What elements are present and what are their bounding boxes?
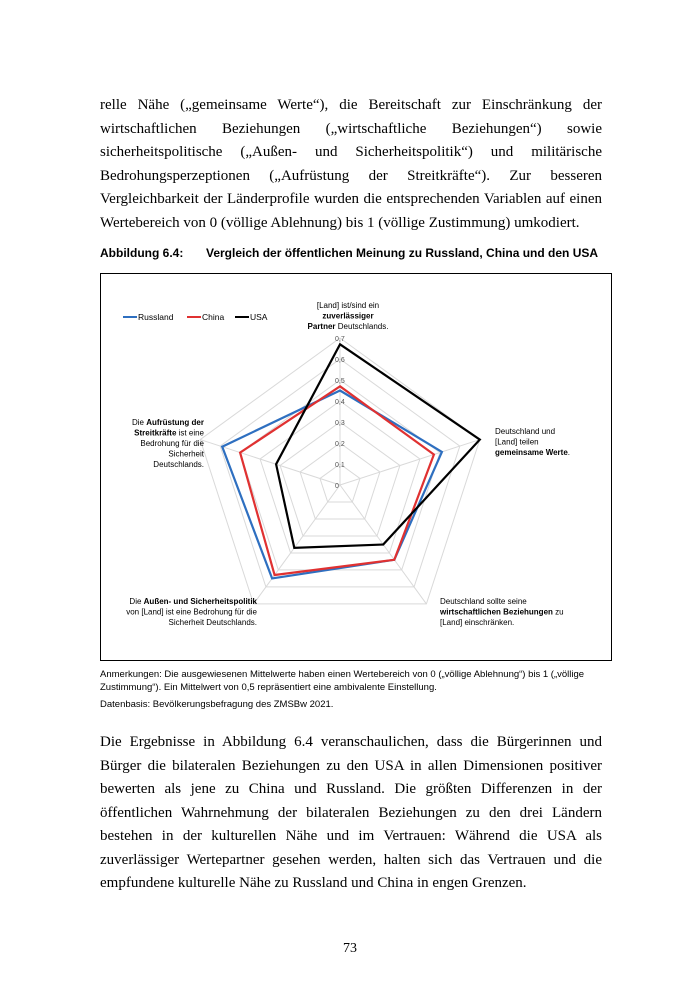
tick-label: 0,6: [335, 357, 345, 364]
axis-label-1: Partner Deutschlands.: [307, 322, 389, 331]
figure-note: Anmerkungen: Die ausgewiesenen Mittelwerte haben einen Wertebereich von 0 („völlige Ablehnung“) bis 1 („völlige Zustimmung“). Ein Mittelwert von 0,5 repräsentiert eine ambivalente Einstellung.: [100, 669, 585, 693]
body-paragraph-top: relle Nähe („gemeinsame Werte“), die Bereitschaft zur Einschränkung der wirtschaftlichen Beziehungen („wirtschaftliche Beziehungen“) sowie sicherheitspolitische („Außen- und Sicherheitspolitik“) und militärische Bedrohungsperzeptionen („Aufrüstung der Streitkräfte“). Zur besseren Vergleichbarkeit der Länderprofile wurden die entsprechenden Variablen auf einen Wertebereich von 0 (völlige Ablehnung) bis 1 (völlige Zustimmung) umkodiert.: [100, 97, 602, 231]
figure-caption: [100, 246, 610, 260]
figure-title: Vergleich der öffentlichen Meinung zu Russland, China und den USA: [206, 246, 599, 260]
radar-chart: [101, 274, 613, 662]
figure-number: Abbildung 6.4:: [100, 246, 184, 260]
axis-label-3: [Land] einschränken.: [440, 618, 515, 627]
tick-label: 0,3: [335, 420, 345, 427]
axis-label-4: Sicherheit Deutschlands.: [168, 618, 257, 627]
axis-label-5: Bedrohung für die: [140, 439, 204, 448]
axis-label-5: Streitkräfte ist eine: [134, 428, 204, 438]
axis-label-3: wirtschaftlichen Beziehungen zu: [440, 607, 564, 617]
axis-label-4: von [Land] ist eine Bedrohung für die: [126, 607, 257, 617]
series-russland: [222, 391, 442, 579]
data-source-note: Datenbasis: Bevölkerungsbefragung des ZMSBw 2021.: [100, 699, 334, 710]
axis-label-4: Die Außen- und Sicherheitspolitik: [129, 597, 257, 606]
page-number: 73: [343, 941, 357, 956]
tick-label: 0: [335, 483, 339, 490]
tick-label: 0,1: [335, 462, 345, 469]
axis-label-5: Die Aufrüstung der: [131, 418, 204, 427]
axis-label-5: Deutschlands.: [153, 460, 204, 469]
legend-label-russland: Russland: [138, 312, 174, 322]
axis-label-2: [Land] teilen: [495, 437, 539, 447]
legend-label-usa: USA: [250, 312, 268, 322]
axis-label-1: [Land] ist/sind ein: [316, 301, 380, 310]
legend-label-china: China: [202, 312, 225, 322]
axis-label-5: Sicherheit: [168, 449, 204, 459]
radar-chart-frame: [100, 273, 612, 661]
tick-label: 0,5: [335, 378, 345, 385]
axis-label-3: Deutschland sollte seine: [440, 597, 527, 606]
tick-label: 0,4: [335, 399, 345, 406]
axis-label-2: gemeinsame Werte.: [495, 448, 571, 457]
tick-label: 0,7: [335, 336, 345, 343]
axis-label-1: zuverlässiger: [322, 311, 374, 321]
axis-label-2: Deutschland und: [495, 427, 556, 436]
body-paragraph-bottom: Die Ergebnisse in Abbildung 6.4 veranschaulichen, dass die Bürgerinnen und Bürger die bilateralen Beziehungen zu den USA in allen Dimensionen positiver bewerten als jene zu China und Russland. Die größten Differenzen in der öffentlichen Wahrnehmung der bilateralen Beziehungen zu den drei Ländern bestehen in der kulturellen Nähe und im Vertrauen: Während die USA als zuverlässiger Wertepartner gesehen werden, halten sich das Vertrauen und die empfundene kulturelle Nähe zu Russland und China in engen Grenzen.: [100, 734, 602, 891]
tick-label: 0,2: [335, 441, 345, 448]
